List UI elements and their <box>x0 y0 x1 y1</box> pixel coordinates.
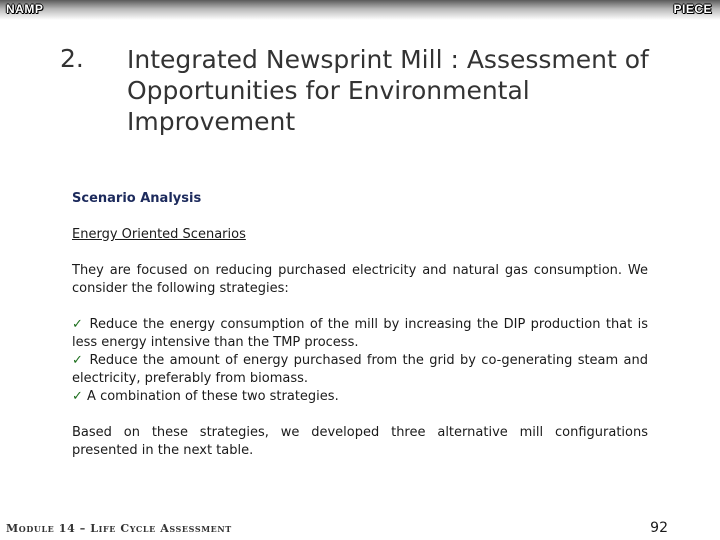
brand-namp: NAMP <box>6 2 44 16</box>
strategy-text: Reduce the amount of energy purchased from the grid by co-generating steam and electricity, preferably from biomass. <box>72 353 648 386</box>
slide-number: 2. <box>60 44 84 73</box>
strategy-list <box>72 316 648 406</box>
strategy-item <box>72 316 648 352</box>
check-icon: ✓ <box>72 389 83 404</box>
header-bar <box>0 0 720 20</box>
strategy-text: Reduce the energy consumption of the mill by increasing the DIP production that is less energy intensive than the TMP process. <box>72 317 648 350</box>
brand-piece: PIECE <box>673 2 712 16</box>
intro-paragraph: They are focused on reducing purchased electricity and natural gas consumption. We consider the following strategies: <box>72 263 648 296</box>
slide-title: Integrated Newsprint Mill : Assessment of Opportunities for Environmental Improvement <box>127 45 649 136</box>
slide-content <box>72 190 648 460</box>
strategy-text: A combination of these two strategies. <box>87 389 339 404</box>
check-icon: ✓ <box>72 353 85 368</box>
sub-heading: Energy Oriented Scenarios <box>72 227 246 242</box>
page-number: 92 <box>650 520 668 536</box>
strategy-item <box>72 388 648 406</box>
footer-module-label: Module 14 – Life Cycle Assessment <box>6 522 232 535</box>
check-icon: ✓ <box>72 317 85 332</box>
section-heading: Scenario Analysis <box>72 191 202 206</box>
conclusion-paragraph: Based on these strategies, we developed three alternative mill configurations presented in the next table. <box>72 425 648 458</box>
strategy-item <box>72 352 648 388</box>
